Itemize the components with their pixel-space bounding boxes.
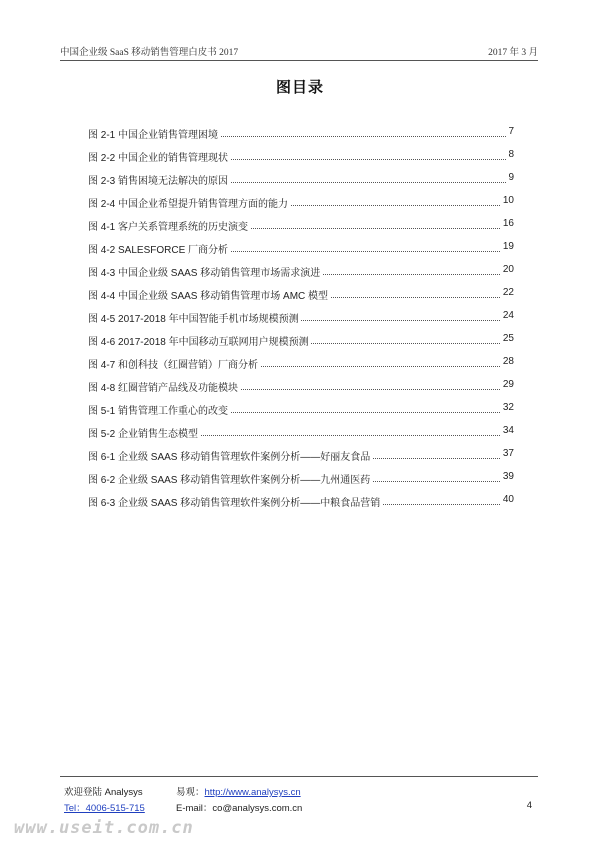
toc-entry-label: 图 6-1 企业级 SAAS 移动销售管理软件案例分析——好丽友食品 — [88, 448, 372, 463]
phone-link[interactable]: Tel：4006-515-715 — [64, 803, 145, 814]
toc-entry[interactable] — [88, 354, 514, 377]
toc-entry-label: 图 4-5 2017-2018 年中国智能手机市场规模预测 — [88, 310, 301, 325]
toc-entry[interactable] — [88, 423, 514, 446]
toc-entry-page: 32 — [502, 402, 514, 413]
footer-website-label: 易观： — [176, 787, 205, 798]
page-header — [60, 44, 538, 60]
toc-entry-page: 9 — [508, 172, 514, 183]
toc-entry-label: 图 4-6 2017-2018 年中国移动互联网用户规模预测 — [88, 333, 311, 348]
toc-entry[interactable] — [88, 331, 514, 354]
toc-entry-page: 19 — [502, 241, 514, 252]
toc-entry-page: 7 — [508, 126, 514, 137]
footer-email: E-mail：co@analysys.com.cn — [176, 803, 303, 814]
toc-entry[interactable] — [88, 377, 514, 400]
toc-entry-page: 22 — [502, 287, 514, 298]
toc-entry-page: 16 — [502, 218, 514, 229]
toc-entry[interactable] — [88, 400, 514, 423]
toc-entry-page: 25 — [502, 333, 514, 344]
header-divider — [60, 60, 538, 61]
toc-entry[interactable] — [88, 446, 514, 469]
page-footer — [64, 784, 532, 816]
toc-entry-page: 37 — [502, 448, 514, 459]
footer-divider — [60, 776, 538, 777]
toc-entry-label: 图 4-4 中国企业级 SAAS 移动销售管理市场 AMC 模型 — [88, 287, 330, 302]
toc-entry-label: 图 4-1 客户关系管理系统的历史演变 — [88, 218, 250, 233]
toc-entry-page: 40 — [502, 494, 514, 505]
toc-entry-label: 图 4-8 红圈营销产品线及功能模块 — [88, 379, 240, 394]
toc-entry-label: 图 5-1 销售管理工作重心的改变 — [88, 402, 230, 417]
footer-welcome: 欢迎登陆 Analysys — [64, 787, 143, 798]
header-title: 中国企业级 SaaS 移动销售管理白皮书 2017 — [60, 48, 239, 58]
toc-entry-page: 8 — [508, 149, 514, 160]
toc-entry-label: 图 4-7 和创科技（红圈营销）厂商分析 — [88, 356, 260, 371]
toc-entry-page: 29 — [502, 379, 514, 390]
toc-entry-label: 图 2-3 销售困境无法解决的原因 — [88, 172, 230, 187]
toc-entry-label: 图 5-2 企业销售生态模型 — [88, 425, 200, 440]
toc-entry[interactable] — [88, 262, 514, 285]
toc-entry[interactable] — [88, 285, 514, 308]
header-date: 2017 年 3 月 — [488, 48, 538, 58]
toc-entry-label: 图 2-1 中国企业销售管理困境 — [88, 126, 220, 141]
toc-entry-label: 图 2-4 中国企业希望提升销售管理方面的能力 — [88, 195, 290, 210]
page-number: 4 — [526, 800, 532, 811]
page-title: 图目录 — [275, 78, 324, 96]
toc-entry-page: 10 — [502, 195, 514, 206]
toc-entry[interactable] — [88, 170, 514, 193]
watermark: www.useit.com.cn — [14, 818, 194, 838]
toc-entry-label: 图 6-3 企业级 SAAS 移动销售管理软件案例分析——中粮食品营销 — [88, 494, 382, 509]
toc-entry-label: 图 2-2 中国企业的销售管理现状 — [88, 149, 230, 164]
toc-entry[interactable] — [88, 193, 514, 216]
toc-entry-label: 图 4-2 SALESFORCE 厂商分析 — [88, 241, 230, 256]
toc-entry-label: 图 4-3 中国企业级 SAAS 移动销售管理市场需求演进 — [88, 264, 322, 279]
toc-entry[interactable] — [88, 124, 514, 147]
toc-entry[interactable] — [88, 469, 514, 492]
toc-entry[interactable] — [88, 239, 514, 262]
toc-entry[interactable] — [88, 147, 514, 170]
toc-entry[interactable] — [88, 308, 514, 331]
toc-entry[interactable] — [88, 216, 514, 239]
toc-entry-page: 34 — [502, 425, 514, 436]
toc-entry-label: 图 6-2 企业级 SAAS 移动销售管理软件案例分析——九州通医药 — [88, 471, 372, 486]
website-link[interactable]: http://www.analysys.cn — [204, 787, 301, 798]
toc-entry-page: 28 — [502, 356, 514, 367]
figure-list — [88, 124, 514, 515]
toc-entry-page: 24 — [502, 310, 514, 321]
footer-website — [176, 784, 301, 798]
toc-entry[interactable] — [88, 492, 514, 515]
toc-entry-page: 20 — [502, 264, 514, 275]
toc-entry-page: 39 — [502, 471, 514, 482]
